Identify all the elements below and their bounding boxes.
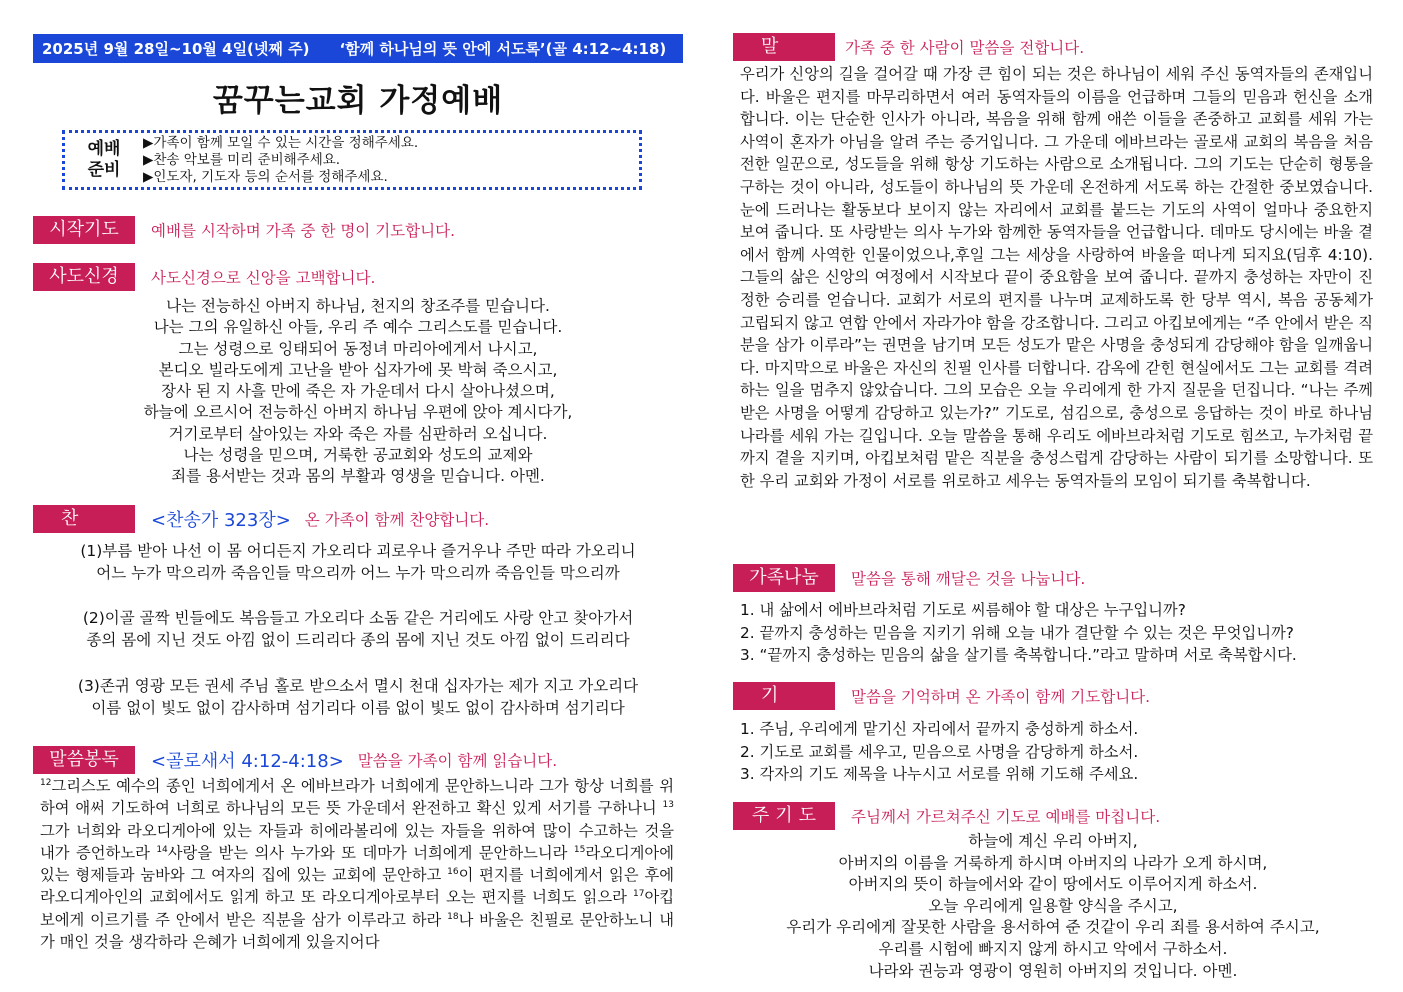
hymn-verse-3 <box>33 675 683 719</box>
prep-item: ▶찬송 악보를 미리 준비해주세요. <box>143 151 341 168</box>
hymn-line: (1)부름 받아 나선 이 몸 어디든지 가오리다 괴로우나 즐거우나 주만 따라 가오리니 <box>80 542 636 560</box>
creed-line: 거기로부터 살아있는 자와 죽은 자를 심판하러 오십니다. <box>168 424 548 443</box>
sharing-item: 2. 끝까지 충성하는 믿음을 지키기 위해 오늘 내가 결단할 수 있는 것은 무엇입니까? <box>740 623 1294 642</box>
sharing-tag: 가족나눔 <box>733 564 835 592</box>
verse-number: 13 <box>662 800 674 811</box>
sermon-header <box>733 33 1084 61</box>
hymn-ref: <찬송가 323장> <box>151 510 291 531</box>
lords-prayer-header <box>733 802 1160 830</box>
worship-theme: ‘함께 하나님의 뜻 안에 서도록’(골 4:12~4:18) <box>339 40 667 58</box>
sharing-desc: 말씀을 통해 깨달은 것을 나눕니다. <box>851 570 1086 588</box>
verse-number: 14 <box>156 844 168 855</box>
verse-number: 12 <box>40 777 52 788</box>
lords-prayer-line: 오늘 우리에게 일용할 양식을 주시고, <box>928 896 1178 915</box>
header-bar <box>33 34 683 63</box>
verse-number: 17 <box>632 889 645 900</box>
sermon-text: 우리가 신앙의 길을 걸어갈 때 가장 큰 힘이 되는 것은 하나님이 세워 주신 동역자들의 존재입니다. 바울은 편지를 마무리하면서 여러 동역자들의 이름을 언급하며 그들의 믿음과 헌신을 소개합니다. 이는 단순한 인사가 아니라, 복음을 위해 함께 애쓴 이들을 존중하고 교회를 세워 가는 사역이 혼자가 아님을 알려 주는 증거입니다. 그 가운데 에바브라는 골로새 교회의 복음을 처음 전한 일꾼으로, 성도들을 위해 항상 기도하는 사람으로 소개됩니다. 그의 기도는 단순히 형통을 구하는 것이 아니라, 성도들이 하나님의 뜻 가운데 온전하게 서도록 하는 간절한 중보였습니다. 눈에 드러나는 활동보다 보이지 않는 자리에서 교회를 붙드는 기도의 사역이 얼마나 중요한지 보여 줍니다. 또 사랑받는 의사 누가와 함께한 동역자들을 언급합니다. 데마도 당시에는 바울 곁에서 함께 사역한 인물이었으나,후일 그는 세상을 사랑하여 바울을 떠나게 되지요(딤후 4:10). 그들의 삶은 신앙의 여정에서 시작보다 끝이 중요함을 보여 줍니다. 끝까지 충성하는 자만이 진정한 승리를 얻습니다. 교회가 서로의 편지를 나누며 교제하도록 한 당부 역시, 복음 공동체가 고립되지 않고 연합 안에서 자라가야 함을 강조합니다. 그리고 아킵보에게는 “주 안에서 받은 직분을 삼가 이루라”는 권면을 남기며 모든 성도가 맡은 사명을 충성되게 감당해야 함을 일깨웁니다. 마지막으로 바울은 자신의 친필 인사를 더합니다. 감옥에 갇힌 현실에서도 그는 교회를 격려하는 일을 멈추지 않았습니다. 그의 모습은 오늘 우리에게 한 가지 질문을 던집니다. “나는 주께 받은 사명을 어떻게 감당하고 있는가?” 기도로, 섬김으로, 충성으로 응답하는 것이 바로 하나님 나라를 세워 가는 길입니다. 오늘 말씀을 통해 우리도 에바브라처럼 기도로 힘쓰고, 누가처럼 끝까지 곁을 지키며, 아킵보처럼 맡은 직분을 충성스럽게 감당하는 사람이 되기를 소망합니다. 또한 우리 교회와 가정이 서로를 위로하고 세우는 동역자들의 모임이 되기를 축복합니다. <box>740 65 1373 490</box>
verse-number: 18 <box>447 911 459 922</box>
creed-text <box>33 296 683 488</box>
prayer-item: 1. 주님, 우리에게 맡기신 자리에서 끝까지 충성하게 하소서. <box>740 720 1139 738</box>
hymn-line: (2)이골 골짝 빈들에도 복음들고 가오리다 소돔 같은 거리에도 사랑 안고 찾아가서 <box>82 609 634 627</box>
prayer-tag: 기 도 <box>733 682 835 710</box>
lords-prayer-line: 우리를 시험에 빠지지 않게 하시고 악에서 구하소서. <box>878 939 1228 958</box>
prep-item: ▶인도자, 기도자 등의 순서를 정해주세요. <box>143 168 388 185</box>
creed-line: 나는 그의 유일하신 아들, 우리 주 예수 그리스도를 믿습니다. <box>153 318 563 337</box>
hymn-verse-1 <box>33 540 683 584</box>
sharing-list <box>740 599 1373 667</box>
creed-line: 그는 성령으로 잉태되어 동정녀 마리아에게서 나시고, <box>178 339 538 358</box>
hymn-tag: 찬 양 <box>33 505 135 533</box>
sharing-header <box>733 564 1085 592</box>
hymn-header <box>33 505 489 533</box>
sermon-desc: 가족 중 한 사람이 말씀을 전합니다. <box>845 39 1085 57</box>
prep-label-line1: 예배 <box>87 139 121 159</box>
opening-prayer-tag: 시작기도 <box>33 216 135 244</box>
sermon-tag: 말 씀 <box>733 33 835 61</box>
hymn-desc: 온 가족이 함께 찬양합니다. <box>304 511 490 529</box>
lords-prayer-line: 하늘에 계신 우리 아버지, <box>968 832 1138 850</box>
verse-number: 16 <box>447 867 459 878</box>
verse-text: 나 바울은 친필로 문안하노니 내가 매인 것을 생각하라 은혜가 너희에게 있을지어다 <box>40 910 674 952</box>
creed-desc: 사도신경으로 신앙을 고백합니다. <box>151 269 376 287</box>
scripture-tag: 말씀봉독 <box>33 746 135 774</box>
worship-date: 2025년 9월 28일~10월 4일(넷째 주) <box>42 40 310 58</box>
lords-prayer-line: 아버지의 이름을 거룩하게 하시며 아버지의 나라가 오게 하시며, <box>838 853 1268 872</box>
scripture-text <box>40 775 674 953</box>
lords-prayer-line: 아버지의 뜻이 하늘에서와 같이 땅에서도 이루어지게 하소서. <box>848 875 1258 894</box>
sharing-item: 3. “끝까지 충성하는 믿음의 삶을 살기를 축복합니다.”라고 말하며 서로 축복합시다. <box>740 646 1297 664</box>
opening-prayer-desc: 예배를 시작하며 가족 중 한 명이 기도합니다. <box>151 222 456 240</box>
prayer-header <box>733 682 1150 710</box>
verse-text: 이 편지를 너희에게서 읽은 후에 라오디게아인의 교회에서도 읽게 하고 또 라오디게아로부터 오는 편지를 너희도 읽으라 <box>40 866 674 907</box>
verse-text: 그가 너희와 라오디게아에 있는 자들과 히에라볼리에 있는 자들을 위하여 많이 수고하는 것을 내가 증언하노라 <box>40 821 674 862</box>
scripture-desc: 말씀을 가족이 함께 읽습니다. <box>357 752 558 770</box>
prep-list <box>143 135 418 186</box>
creed-line: 장사 된 지 사흘 만에 죽은 자 가운데서 다시 살아나셨으며, <box>161 382 555 401</box>
scripture-ref: <골로새서 4:12-4:18> <box>151 751 344 772</box>
prep-item: ▶가족이 함께 모일 수 있는 시간을 정해주세요. <box>143 134 419 151</box>
lords-prayer-text <box>733 831 1373 982</box>
verse-text: 사랑을 받는 의사 누가와 또 데마가 너희에게 문안하느니라 <box>167 843 574 862</box>
verse-number: 15 <box>573 844 586 855</box>
verse-text: 그리스도 예수의 종인 너희에게서 온 에바브라가 너희에게 문안하느니라 그가 항상 너희를 위하여 애써 기도하여 너희로 하나님의 모든 뜻 가운데서 완전하고 확신 있게 서기를 구하나니 <box>40 777 674 818</box>
creed-tag: 사도신경 <box>33 263 135 291</box>
lords-prayer-tag: 주기도 <box>733 802 835 830</box>
hymn-line: 이름 없이 빛도 없이 감사하며 섬기리다 이름 없이 빛도 없이 감사하며 섬기리다 <box>91 699 625 717</box>
page-title: 꿈꾸는교회 가정예배 <box>212 83 504 119</box>
creed-header <box>33 263 375 291</box>
lords-prayer-line: 우리가 우리에게 잘못한 사람을 용서하여 준 것같이 우리 죄를 용서하여 주시고, <box>786 918 1320 937</box>
prep-box <box>62 130 642 190</box>
hymn-line: (3)존귀 영광 모든 권세 주님 홀로 받으소서 멸시 천대 십자가는 제가 지고 가오리다 <box>77 677 639 695</box>
lords-prayer-line: 나라와 권능과 영광이 영원히 아버지의 것입니다. 아멘. <box>868 961 1238 980</box>
hymn-verse-2 <box>33 607 683 651</box>
creed-line: 본디오 빌라도에게 고난을 받아 십자가에 못 박혀 죽으시고, <box>158 360 558 379</box>
creed-line: 하늘에 오르시어 전능하신 아버지 하나님 우편에 앉아 계시다가, <box>143 403 573 422</box>
prayer-list <box>740 718 1373 786</box>
prep-label-line2: 준비 <box>87 160 121 180</box>
creed-line: 나는 전능하신 아버지 하나님, 천지의 창조주를 믿습니다. <box>166 297 550 315</box>
creed-line: 죄를 용서받는 것과 몸의 부활과 영생을 믿습니다. 아멘. <box>171 467 545 486</box>
prayer-desc: 말씀을 기억하며 온 가족이 함께 기도합니다. <box>851 688 1151 706</box>
verse-text: 아킵보에게 이르기를 주 안에서 받은 직분을 삼가 이루라고 하라 <box>40 888 674 929</box>
prayer-item: 3. 각자의 기도 제목을 나누시고 서로를 위해 기도해 주세요. <box>740 765 1139 783</box>
scripture-header <box>33 746 557 774</box>
hymn-line: 어느 누가 막으리까 죽음인들 막으리까 어느 누가 막으리까 죽음인들 막으리까 <box>96 564 620 582</box>
hymn-line: 종의 몸에 지닌 것도 아낌 없이 드리리다 종의 몸에 지닌 것도 아낌 없이 드리리다 <box>86 631 630 649</box>
sharing-item: 1. 내 삶에서 에바브라처럼 기도로 씨름해야 할 대상은 누구입니까? <box>740 601 1186 619</box>
prep-label <box>65 139 143 181</box>
creed-line: 나는 성령을 믿으며, 거룩한 공교회와 성도의 교제와 <box>183 446 533 465</box>
lords-prayer-desc: 주님께서 가르쳐주신 기도로 예배를 마칩니다. <box>851 808 1161 826</box>
opening-prayer-header <box>33 216 455 244</box>
verse-text: 라오디게아에 있는 형제들과 눔바와 그 여자의 집에 있는 교회에 문안하고 <box>40 843 674 885</box>
prayer-item: 2. 기도로 교회를 세우고, 믿음으로 사명을 감당하게 하소서. <box>740 742 1139 761</box>
